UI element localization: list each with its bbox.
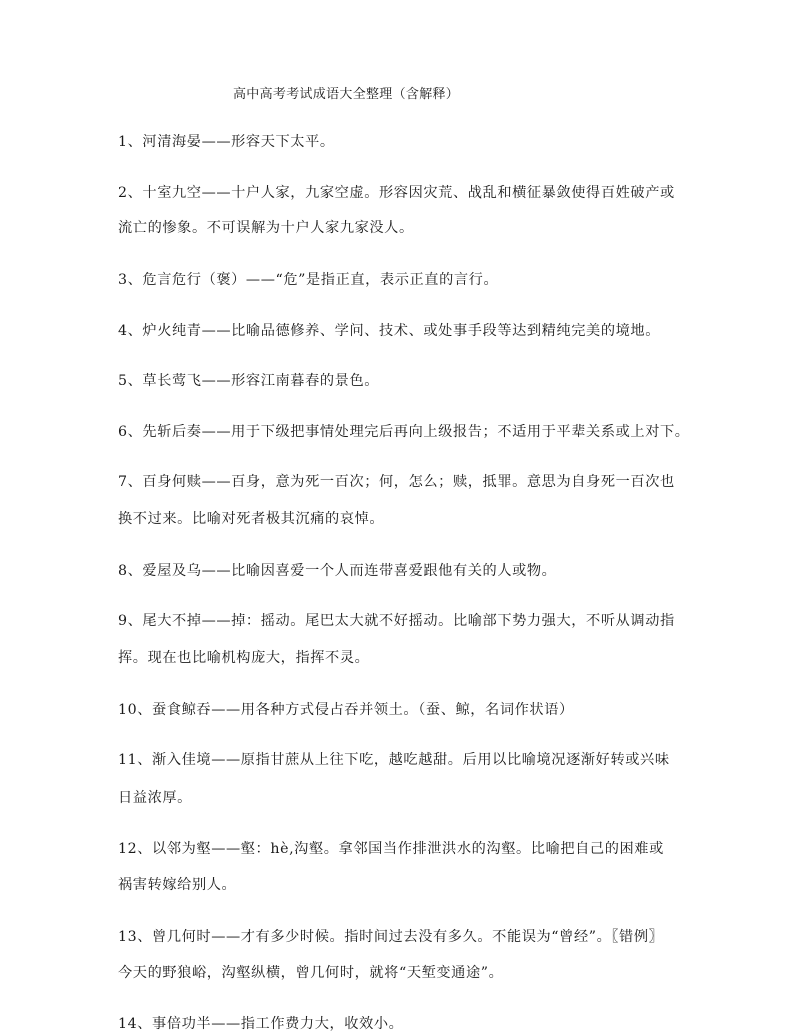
entry-6-line-1: 6、先斩后奏——用于下级把事情处理完后再向上级报告；不适用于平辈关系或上对下。 [118,424,690,440]
document-title: 高中高考考试成语大全整理（含解释） [233,87,460,102]
entry-7-line-2: 换不过来。比喻对死者极其沉痛的哀悼。 [118,511,385,527]
entry-10-line-1: 10、蚕食鲸吞——用各种方式侵占吞并领土。（蚕、鲸，名词作状语） [118,702,574,718]
entry-12-line-2: 祸害转嫁给别人。 [118,877,237,893]
entry-13-line-1: 13、曾几何时——才有多少时候。指时间过去没有多久。不能误为“曾经”。〖错例〗 [118,929,664,945]
entry-1-line-1: 1、河清海晏——形容天下太平。 [118,134,335,150]
entry-4-line-1: 4、炉火纯青——比喻品德修养、学问、技术、或处事手段等达到精纯完美的境地。 [118,323,660,339]
entry-13-line-2: 今天的野狼峪，沟壑纵横，曾几何时，就将“天堑变通途”。 [118,965,504,981]
entry-2-line-2: 流亡的惨象。不可误解为十户人家九家没人。 [118,220,414,236]
entry-7-line-1: 7、百身何赎——百身，意为死一百次；何，怎么；赎，抵罪。意思为自身死一百次也 [118,474,675,490]
entry-12-line-1: 12、以邻为壑——壑：hè,沟壑。拿邻国当作排泄洪水的沟壑。比喻把自己的困难或 [118,841,664,857]
entry-11-line-2: 日益浓厚。 [118,790,192,806]
entry-5-line-1: 5、草长莺飞——形容江南暮春的景色。 [118,373,380,389]
entry-2-line-1: 2、十室九空——十户人家，九家空虚。形容因灾荒、战乱和横征暴敛使得百姓破产或 [118,185,675,201]
entry-9-line-1: 9、尾大不掉——掉：摇动。尾巴太大就不好摇动。比喻部下势力强大，不听从调动指 [118,613,675,629]
entry-9-line-2: 挥。现在也比喻机构庞大，指挥不灵。 [118,650,370,666]
entry-11-line-1: 11、渐入佳境——原指甘蔗从上往下吃，越吃越甜。后用以比喻境况逐渐好转或兴味 [118,752,670,768]
entry-8-line-1: 8、爱屋及乌——比喻因喜爱一个人而连带喜爱跟他有关的人或物。 [118,563,557,579]
entry-3-line-1: 3、危言危行（褒）——“危”是指正直，表示正直的言行。 [118,272,499,288]
entry-14-line-1: 14、事倍功半——指工作费力大，收效小。 [118,1016,404,1032]
